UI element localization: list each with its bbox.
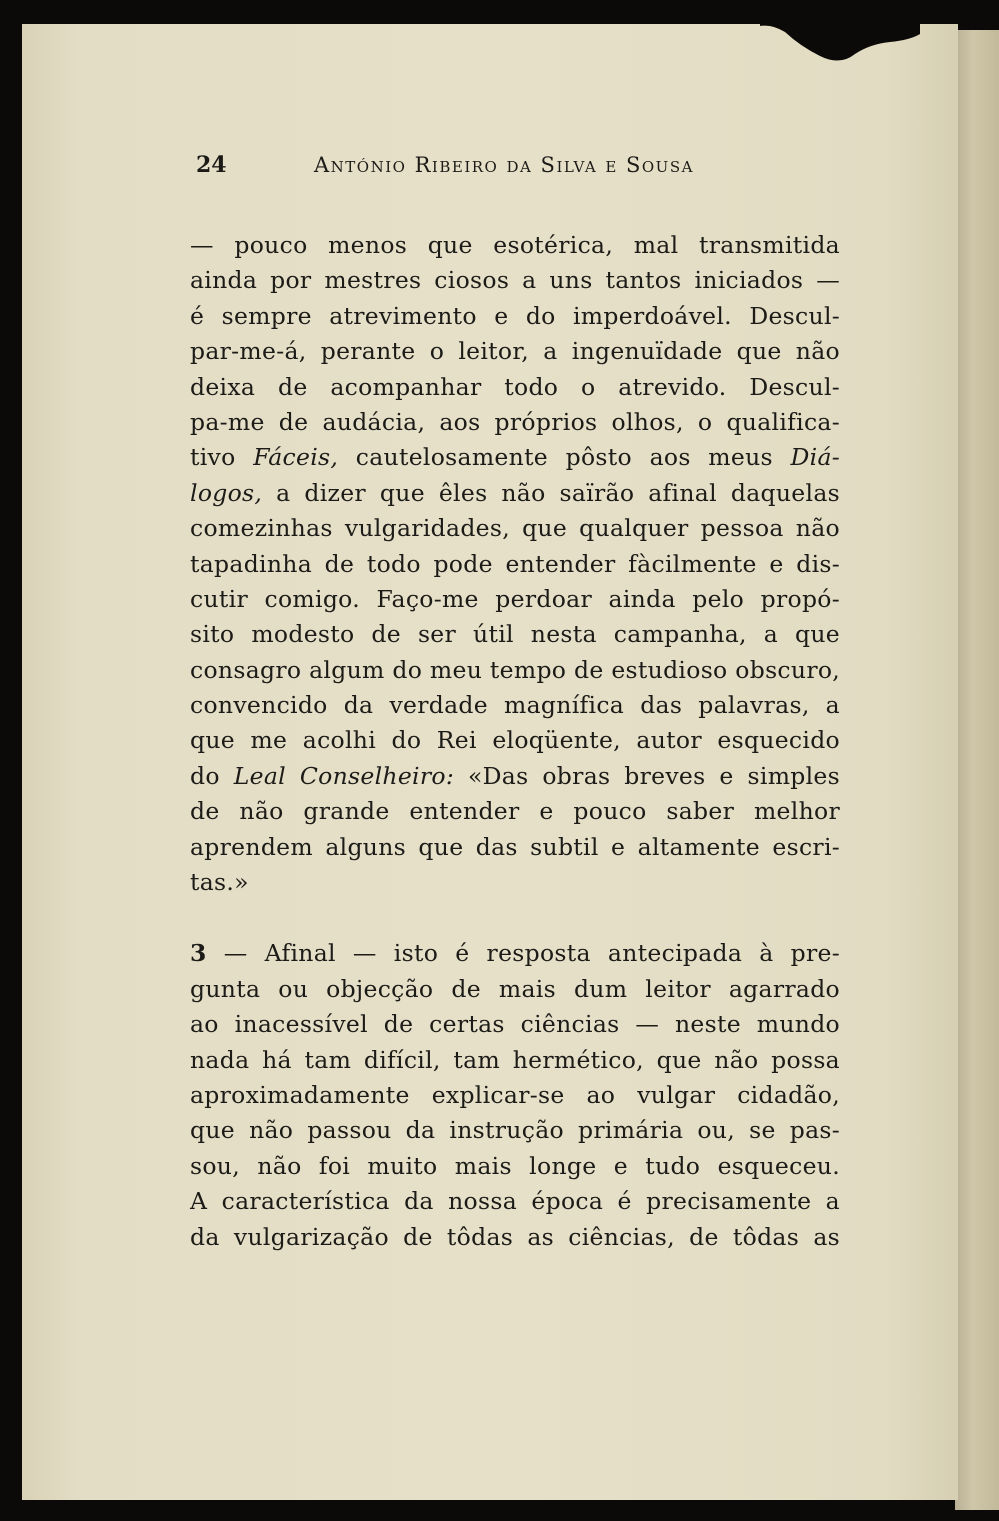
text-line: tapadinha de todo pode entender fàcilmente e dis-	[190, 549, 840, 578]
text-line: tas.»	[190, 868, 249, 897]
text-line: aprendem alguns que das subtil e altamente escri-	[190, 832, 840, 861]
italic-title: logos,	[190, 478, 263, 507]
text-line: é sempre atrevimento e do imperdoável. Descul-	[190, 301, 840, 330]
text-line: do Leal Conselheiro: «Das obras breves e simples	[190, 761, 840, 790]
text-line: ainda por mestres ciosos a uns tantos iniciados —	[190, 266, 840, 295]
body-text	[190, 228, 840, 1255]
text-line: 3 — Afinal — isto é resposta antecipada à pre-	[190, 939, 840, 968]
text-line: consagro algum do meu tempo de estudioso obscuro,	[190, 655, 841, 684]
running-head: António Ribeiro da Silva e Sousa	[314, 153, 694, 177]
text-line: da vulgarização de tôdas as ciências, de tôdas as	[190, 1222, 840, 1251]
section-number: 3	[190, 939, 207, 968]
text-line: nada há tam difícil, tam hermético, que não possa	[190, 1045, 840, 1074]
text-line: de não grande entender e pouco saber melhor	[190, 797, 840, 826]
torn-corner	[760, 14, 920, 94]
text-line: cutir comigo. Faço-me perdoar ainda pelo propó-	[190, 584, 840, 613]
text-line: sou, não foi muito mais longe e tudo esqueceu.	[190, 1151, 840, 1180]
text-line: gunta ou objecção de mais dum leitor agarrado	[190, 974, 840, 1003]
paragraph-gap	[190, 900, 840, 936]
paragraph-1	[190, 228, 840, 900]
paragraph-2	[190, 936, 840, 1255]
adjacent-page-edge	[955, 30, 999, 1510]
text-line: sito modesto de ser útil nesta campanha, a que	[190, 620, 840, 649]
text-line: ao inacessível de certas ciências — neste mundo	[190, 1010, 840, 1039]
page-header	[196, 152, 836, 188]
italic-title: Leal Conselheiro:	[233, 761, 455, 790]
italic-title: Diá-	[790, 443, 841, 472]
text-line: A característica da nossa época é precisamente a	[190, 1187, 840, 1216]
text-line: — pouco menos que esotérica, mal transmitida	[190, 231, 840, 259]
text-line: tivo Fáceis, cautelosamente pôsto aos meus Diá-	[190, 443, 841, 472]
text-line: pa-me de audácia, aos próprios olhos, o qualifica-	[190, 407, 840, 436]
text-line: deixa de acompanhar todo o atrevido. Descul-	[190, 372, 840, 401]
italic-title: Fáceis,	[253, 443, 339, 472]
page-number: 24	[196, 152, 227, 178]
text-line: que não passou da instrução primária ou, se pas-	[190, 1116, 840, 1145]
text-line: aproximadamente explicar-se ao vulgar cidadão,	[190, 1080, 840, 1109]
text-line: convencido da verdade magnífica das palavras, a	[190, 691, 840, 720]
text-line: logos, a dizer que êles não saïrão afinal daquelas	[190, 478, 840, 507]
text-line: que me acolhi do Rei eloqüente, autor esquecido	[190, 726, 840, 755]
text-line: par-me-á, perante o leitor, a ingenuïdade que não	[190, 337, 840, 366]
text-line: comezinhas vulgaridades, que qualquer pessoa não	[190, 514, 840, 543]
